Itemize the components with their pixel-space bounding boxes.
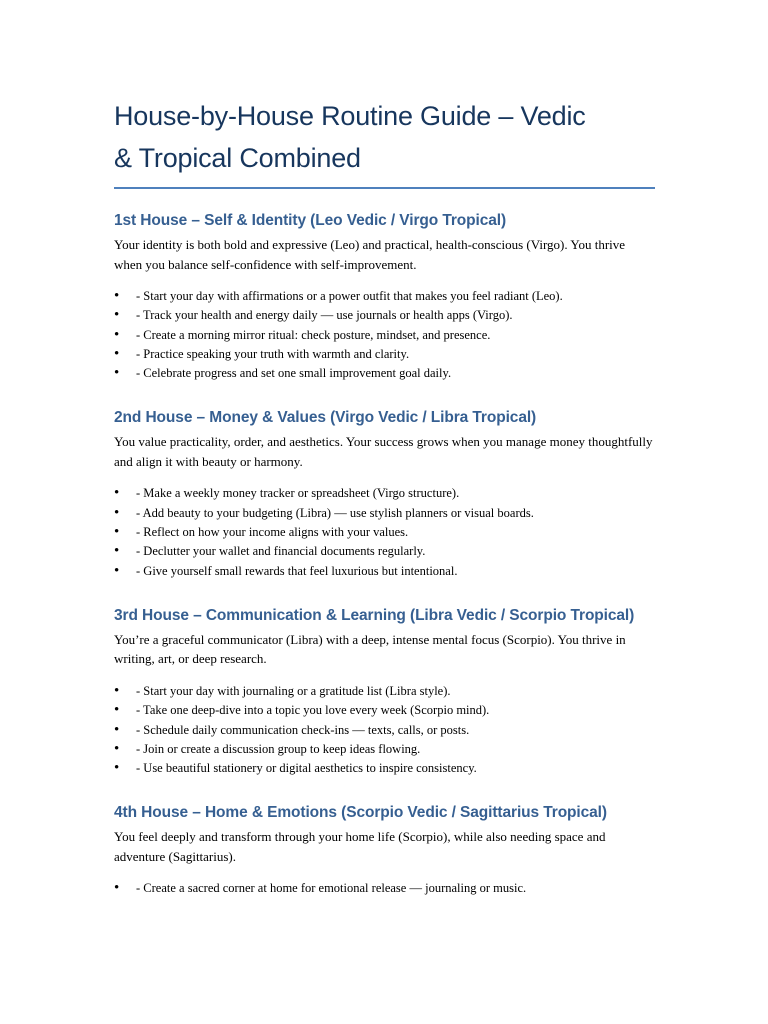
bullet-icon: • (114, 880, 120, 897)
list-item (114, 542, 656, 561)
list-item-text: - Create a sacred corner at home for emotional release — journaling or music. (136, 881, 527, 896)
list-item-text: - Give yourself small rewards that feel luxurious but intentional. (136, 563, 458, 578)
bullet-icon: • (114, 543, 120, 560)
list-item-text: - Make a weekly money tracker or spreadsheet (Virgo structure). (136, 486, 460, 501)
bullet-icon: • (114, 288, 120, 304)
bullet-icon: • (114, 562, 120, 579)
section-intro: You feel deeply and transform through your home life (Scorpio), while also needing space and adventure (Sagittarius). (114, 829, 606, 864)
list-item (114, 879, 656, 898)
bullet-icon: • (114, 485, 120, 502)
bullet-icon: • (114, 740, 120, 757)
section-intro: You’re a graceful communicator (Libra) with a deep, intense mental focus (Scorpio). You thrive in writing, art, or deep research. (114, 631, 626, 667)
title-underline-rule (114, 187, 655, 189)
list-item-text: - Track your health and energy daily — use journals or health apps (Virgo). (136, 308, 513, 323)
list-item (114, 484, 656, 503)
list-item (114, 326, 656, 345)
bullet-icon: • (114, 345, 120, 362)
bullet-icon: • (114, 721, 120, 738)
list-item-text: - Use beautiful stationery or digital aesthetics to inspire consistency. (136, 761, 477, 776)
list-item (114, 721, 656, 740)
list-item-text: - Start your day with journaling or a gratitude list (Libra style). (136, 683, 451, 698)
bullet-icon: • (114, 326, 120, 343)
list-item-text: - Practice speaking your truth with warmth and clarity. (136, 346, 410, 361)
list-item-text: - Start your day with affirmations or a power outfit that makes you feel radiant (Leo). (136, 289, 563, 303)
list-item (114, 504, 656, 523)
section-intro: You value practicality, order, and aesthetics. Your success grows when you manage money thoughtfully and align it with beauty or harmony. (114, 434, 653, 469)
bullet-icon: • (114, 504, 120, 521)
bullet-icon: • (114, 682, 120, 699)
bullet-icon: • (114, 365, 120, 382)
document-page (114, 95, 656, 899)
section-heading: 2nd House – Money & Values (Virgo Vedic / Libra Tropical) (114, 409, 537, 427)
list-item (114, 287, 656, 306)
document-title (114, 95, 656, 179)
list-item-text: - Add beauty to your budgeting (Libra) — use stylish planners or visual boards. (136, 505, 534, 520)
list-item-text: - Reflect on how your income aligns with your values. (136, 525, 409, 540)
bullet-icon: • (114, 702, 120, 719)
list-item (114, 562, 656, 581)
section-heading: 1st House – Self & Identity (Leo Vedic / Virgo Tropical) (114, 212, 507, 229)
list-item-text: - Celebrate progress and set one small improvement goal daily. (136, 366, 452, 381)
list-item (114, 306, 656, 325)
section-heading: 4th House – Home & Emotions (Scorpio Vedic / Sagittarius Tropical) (114, 804, 607, 822)
bullet-list (114, 287, 656, 383)
section-3rd-house (114, 605, 656, 778)
list-item-text: - Create a morning mirror ritual: check posture, mindset, and presence. (136, 327, 491, 342)
list-item (114, 364, 656, 383)
document-title-line-1: House-by-House Routine Guide – Vedic (114, 101, 586, 131)
section-1st-house (114, 210, 656, 383)
list-item (114, 345, 656, 364)
section-4th-house (114, 802, 656, 898)
list-item (114, 759, 656, 778)
list-item (114, 682, 656, 701)
list-item (114, 523, 656, 542)
bullet-list (114, 484, 656, 580)
list-item-text: - Take one deep-dive into a topic you love every week (Scorpio mind). (136, 703, 490, 718)
bullet-list (114, 879, 656, 898)
section-2nd-house (114, 407, 656, 580)
document-title-line-2: & Tropical Combined (114, 143, 361, 173)
list-item (114, 701, 656, 720)
bullet-list (114, 682, 656, 778)
bullet-icon: • (114, 760, 120, 777)
bullet-icon: • (114, 524, 120, 541)
list-item-text: - Join or create a discussion group to keep ideas flowing. (136, 741, 421, 756)
list-item (114, 740, 656, 759)
list-item-text: - Schedule daily communication check-ins — texts, calls, or posts. (136, 722, 470, 737)
list-item-text: - Declutter your wallet and financial documents regularly. (136, 544, 426, 559)
bullet-icon: • (114, 307, 120, 324)
section-intro: Your identity is both bold and expressive (Leo) and practical, health-conscious (Virgo). You thrive when you balance self-confidence with self-improvement. (114, 237, 626, 272)
section-heading: 3rd House – Communication & Learning (Libra Vedic / Scorpio Tropical) (114, 606, 635, 624)
